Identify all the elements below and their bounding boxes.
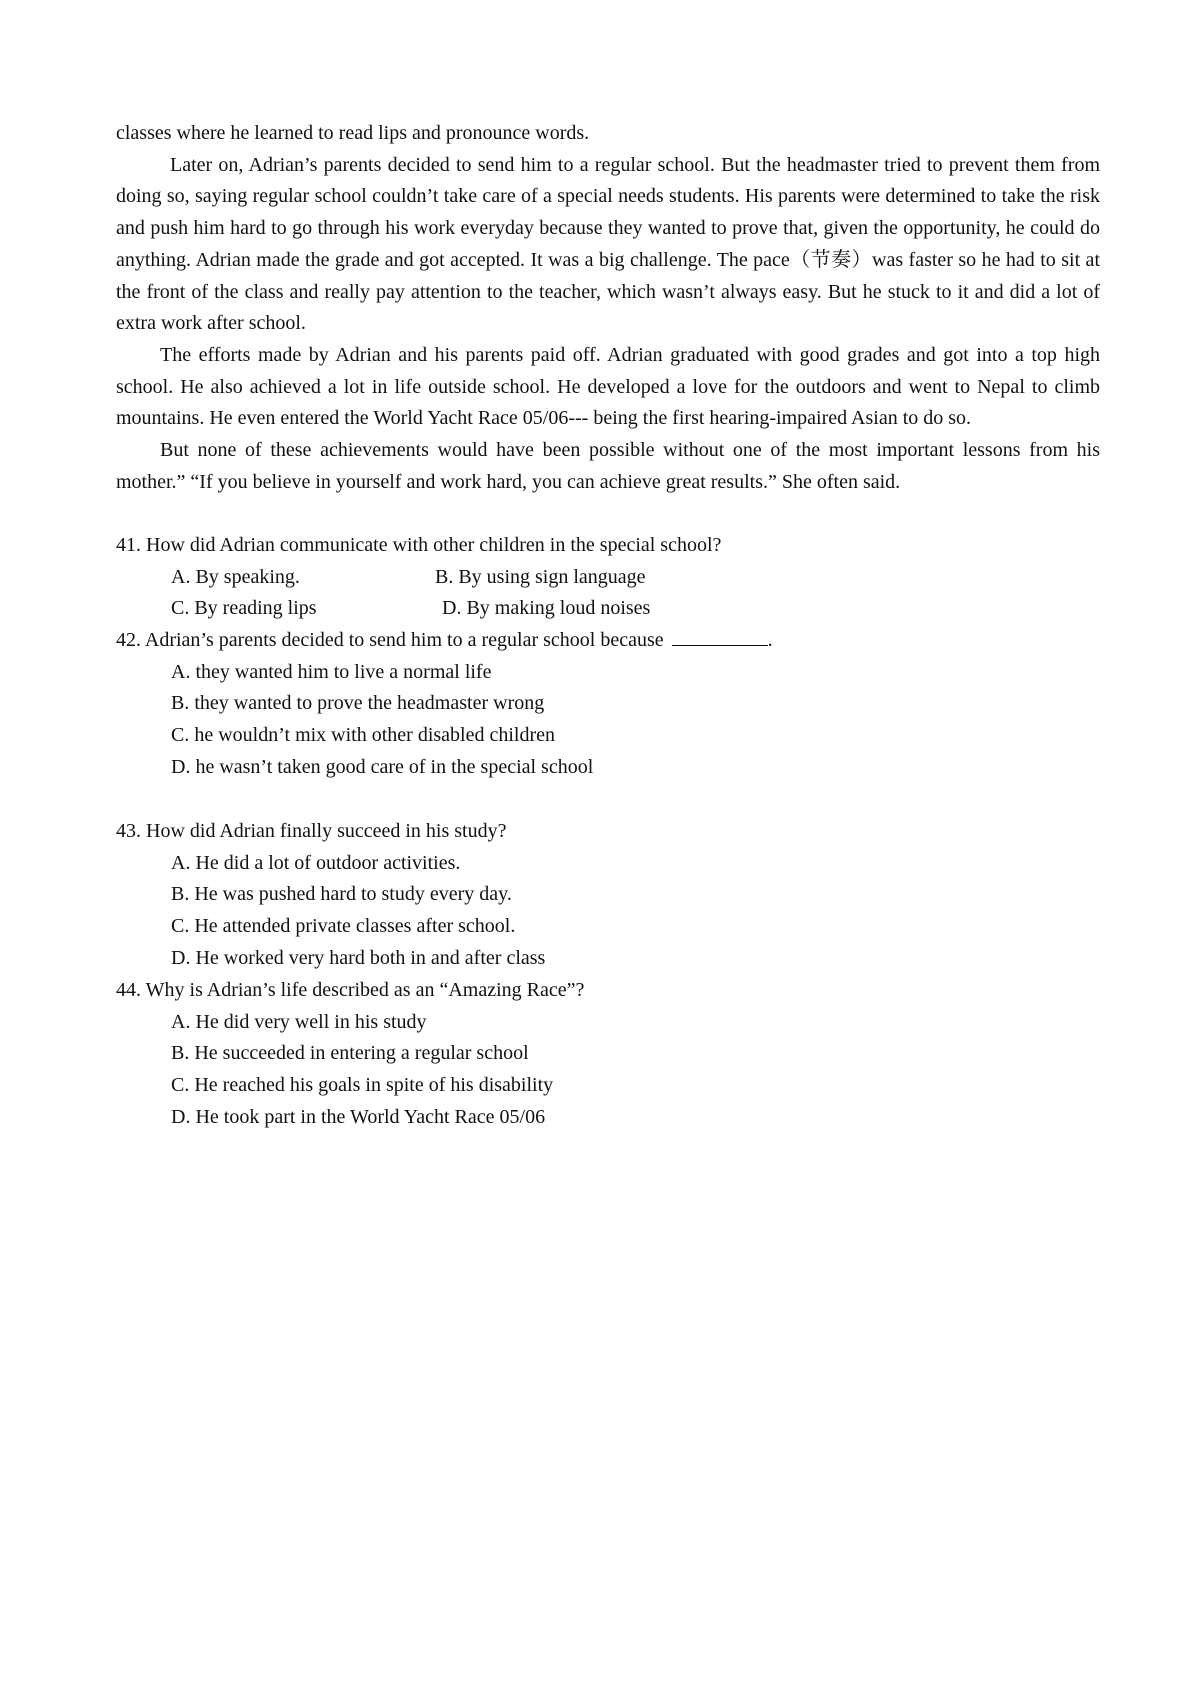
question-43-option-d: D. He worked very hard both in and after class <box>171 946 546 969</box>
question-41-option-b: B. By using sign language <box>435 565 646 588</box>
question-41-option-c: C. By reading lips <box>171 597 317 620</box>
passage-paragraph-3: The efforts made by Adrian and his parents paid off. Adrian graduated with good grades and got into a top high school. He also achieved a lot in life outside school. He developed a love for the outdoors and went to Nepal to climb mountains. He even entered the World Yacht Race 05/06--- being the first hearing-impaired Asian to do so. <box>116 343 1100 430</box>
question-43-option-a: A. He did a lot of outdoor activities. <box>171 851 461 874</box>
question-43 <box>116 816 1100 975</box>
question-44-option-c: C. He reached his goals in spite of his disability <box>171 1074 554 1097</box>
reading-passage <box>116 118 1100 498</box>
question-41 <box>116 530 1100 625</box>
question-44-option-a: A. He did very well in his study <box>171 1010 427 1033</box>
question-41-option-a: A. By speaking. <box>171 565 300 588</box>
question-41-options-row-1 <box>116 562 1100 594</box>
question-42-option-d: D. he wasn’t taken good care of in the special school <box>171 755 594 778</box>
question-43-stem: 43. How did Adrian finally succeed in his study? <box>116 820 507 842</box>
question-44-option-d: D. He took part in the World Yacht Race 05/06 <box>171 1105 546 1128</box>
question-43-option-c: C. He attended private classes after school. <box>171 915 516 938</box>
question-41-option-d: D. By making loud noises <box>442 597 651 620</box>
question-42-stem: 42. Adrian’s parents decided to send him to a regular school because <box>116 629 664 651</box>
question-42-stem-line <box>116 625 1100 657</box>
answer-blank <box>672 627 768 646</box>
question-42-stem-end: . <box>767 629 773 651</box>
passage-paragraph-2: Later on, Adrian’s parents decided to send him to a regular school. But the headmaster tried to prevent them from doing so, saying regular school couldn’t take care of a special needs students. His parents were determined to take the risk and push him hard to go through his work everyday because they wanted to prove that, given the opportunity, he could do anything. Adrian made the grade and got accepted. It was a big challenge. The pace（节奏）was faster so he had to sit at the front of the class and really pay attention to the teacher, which wasn’t always easy. But he stuck to it and did a lot of extra work after school. <box>116 153 1100 335</box>
passage-paragraph-4: But none of these achievements would have been possible without one of the most important lessons from his mother.” “If you believe in yourself and work hard, you can achieve great results.” She often said. <box>116 439 1100 493</box>
question-42 <box>116 625 1100 784</box>
question-42-option-b: B. they wanted to prove the headmaster wrong <box>171 692 545 715</box>
question-42-option-c: C. he wouldn’t mix with other disabled children <box>171 724 556 747</box>
question-43-option-b: B. He was pushed hard to study every day. <box>171 883 512 906</box>
passage-paragraph-1: classes where he learned to read lips and pronounce words. <box>116 122 590 144</box>
question-41-options-row-2 <box>116 593 1100 625</box>
question-42-option-a: A. they wanted him to live a normal life <box>171 660 492 683</box>
question-44-option-b: B. He succeeded in entering a regular school <box>171 1042 529 1065</box>
question-44-stem: 44. Why is Adrian’s life described as an “Amazing Race”? <box>116 979 585 1001</box>
question-41-stem: 41. How did Adrian communicate with other children in the special school? <box>116 534 722 556</box>
question-44 <box>116 975 1100 1134</box>
